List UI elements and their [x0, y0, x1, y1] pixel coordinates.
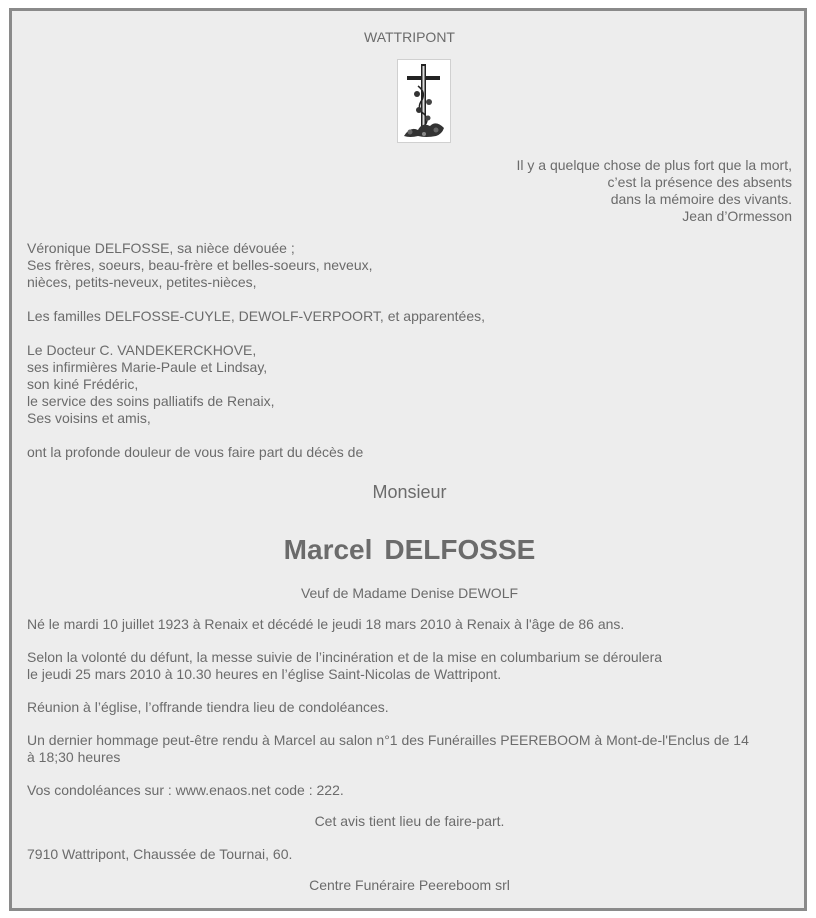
cross-with-flowers-icon	[397, 59, 451, 143]
notice-text: Cet avis tient lieu de faire-part.	[314, 813, 505, 829]
family-line: ses infirmières Marie-Paule et Lindsay,	[27, 359, 268, 375]
quote-author: Jean d’Ormesson	[682, 208, 792, 224]
obituary-card	[9, 8, 807, 911]
birth-death-text: Né le mardi 10 juillet 1923 à Renaix et décédé le jeudi 18 mars 2010 à Renaix à l'âge de 86 ans.	[27, 616, 625, 632]
condolences-text: Vos condoléances sur : www.enaos.net code : 222.	[27, 782, 344, 798]
deceased-name	[27, 533, 792, 567]
quote-line-3: dans la mémoire des vivants.	[610, 191, 792, 207]
deceased-last-name: DELFOSSE	[384, 534, 536, 565]
homage-line-2: à 18;30 heures	[27, 749, 121, 765]
announcement-text: ont la profonde douleur de vous faire part du décès de	[27, 444, 364, 460]
family-line: Ses voisins et amis,	[27, 410, 151, 426]
family-line: Le Docteur C. VANDEKERCKHOVE,	[27, 342, 257, 358]
homage-line-1: Un dernier hommage peut-être rendu à Marcel au salon n°1 des Funérailles PEEREBOOM à Mont-de-l'Enclus de 14	[27, 732, 749, 748]
family-line: le service des soins palliatifs de Renaix,	[27, 393, 275, 409]
funeral-home-text: Centre Funéraire Peereboom srl	[309, 877, 510, 893]
ceremony-line-1: Selon la volonté du défunt, la messe suivie de l’incinération et de la mise en columbarium se déroulera	[27, 649, 663, 665]
family-line: son kiné Frédéric,	[27, 376, 139, 392]
address-text: 7910 Wattripont, Chaussée de Tournai, 60.	[27, 846, 293, 862]
family-line: Ses frères, soeurs, beau-frère et belles-soeurs, neveux,	[27, 257, 373, 273]
quote-line-2: c’est la présence des absents	[607, 174, 792, 190]
family-line: Véronique DELFOSSE, sa nièce dévouée ;	[27, 240, 295, 256]
family-line: nièces, petits-neveux, petites-nièces,	[27, 274, 257, 290]
reunion-text: Réunion à l’église, l’offrande tiendra lieu de condoléances.	[27, 699, 389, 715]
quote-line-1: Il y a quelque chose de plus fort que la mort,	[516, 157, 792, 173]
deceased-first-name: Marcel	[283, 534, 373, 565]
deceased-title: Monsieur	[372, 482, 447, 502]
spouse-text: Veuf de Madame Denise DEWOLF	[300, 585, 519, 601]
place-heading: WATTRIPONT	[364, 29, 455, 45]
family-line: Les familles DELFOSSE-CUYLE, DEWOLF-VERPOORT, et apparentées,	[27, 308, 486, 324]
ceremony-line-2: le jeudi 25 mars 2010 à 10.30 heures en l’église Saint-Nicolas de Wattripont.	[27, 666, 502, 682]
